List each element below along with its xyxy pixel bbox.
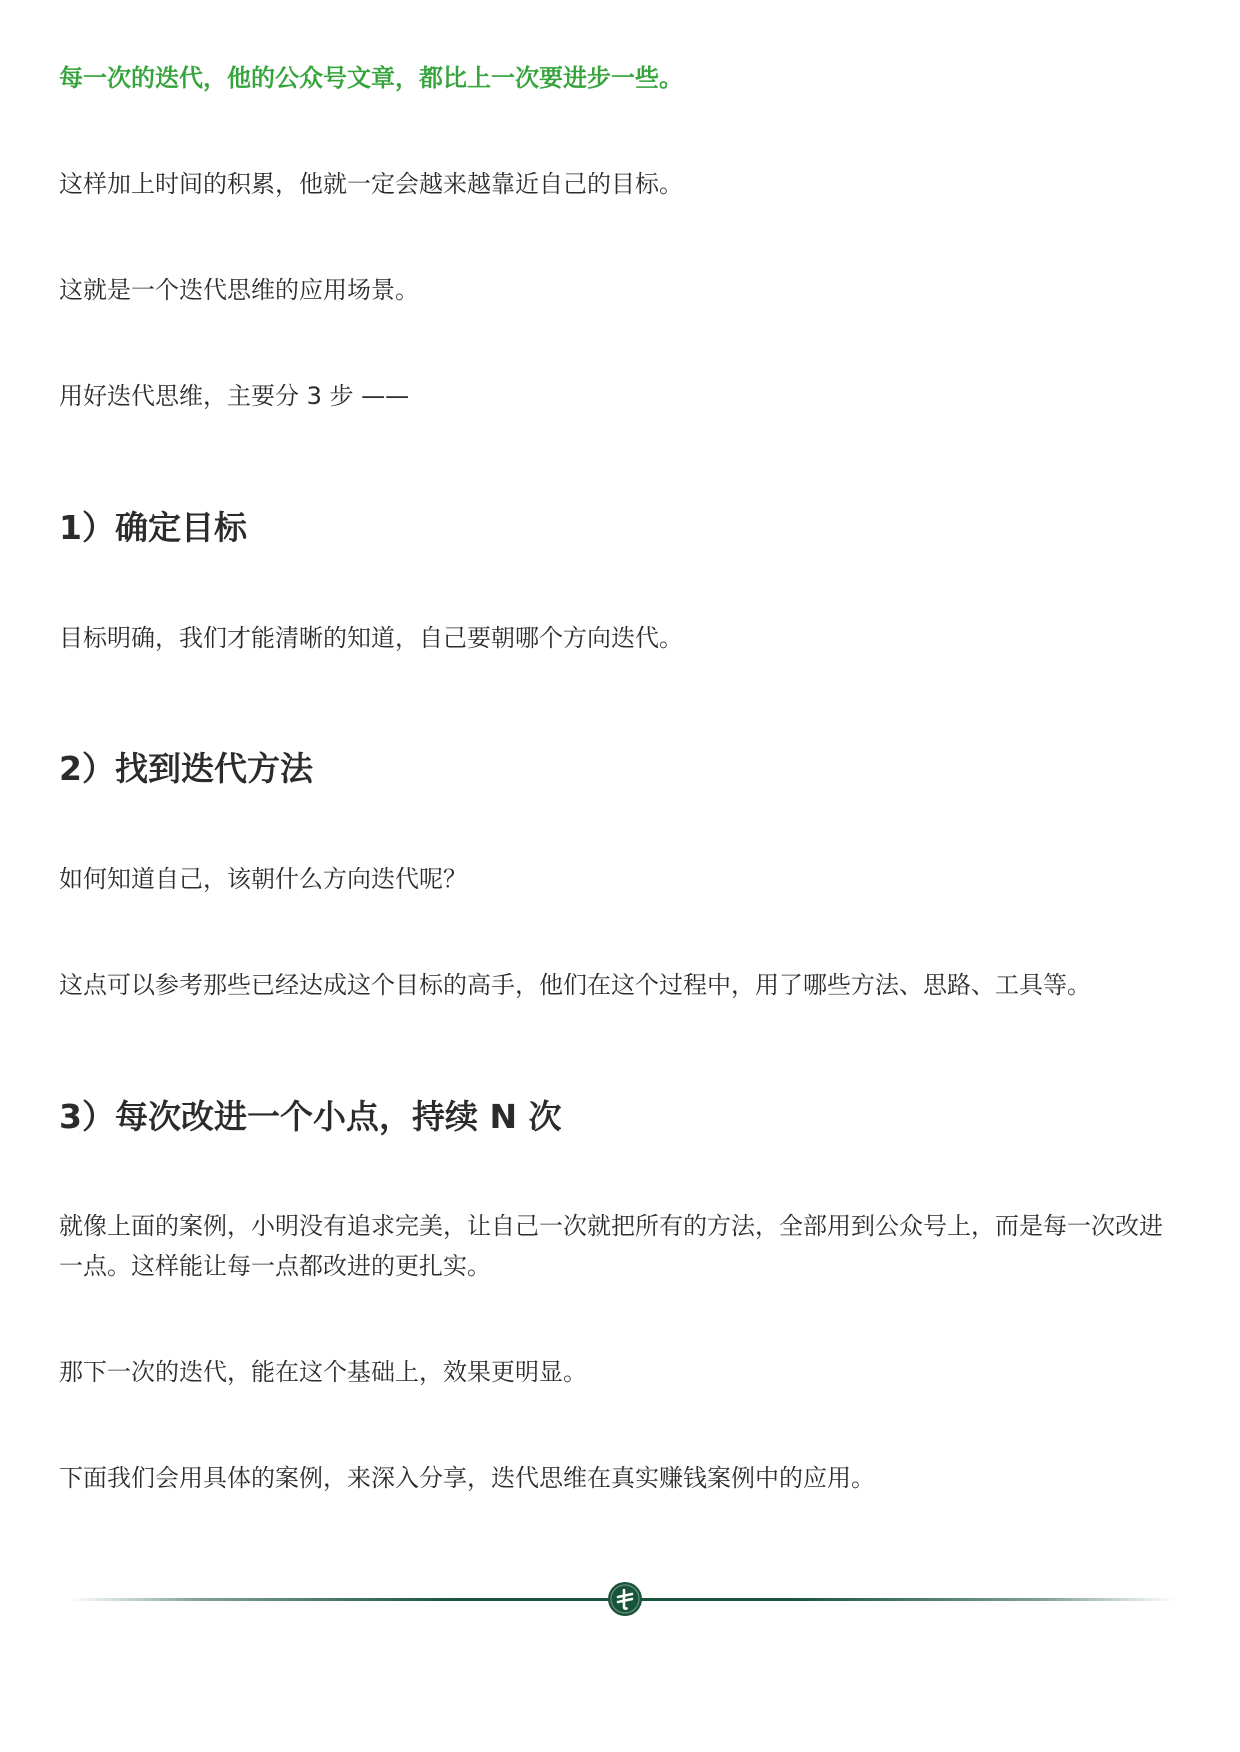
section-divider <box>68 1580 1176 1620</box>
paragraph: 就像上面的案例，小明没有追求完美，让自己一次就把所有的方法，全部用到公众号上，而是每一次改进一点。这样能让每一点都改进的更扎实。 <box>59 1212 1163 1280</box>
paragraph: 下面我们会用具体的案例，来深入分享，迭代思维在真实赚钱案例中的应用。 <box>59 1464 875 1492</box>
paragraph: 这点可以参考那些已经达成这个目标的高手，他们在这个过程中，用了哪些方法、思路、工具等。 <box>59 971 1091 999</box>
leaf-badge-icon <box>606 1580 644 1618</box>
section-heading-3: 3）每次改进一个小点，持续 N 次 <box>59 1097 562 1136</box>
section-heading-2: 2）找到迭代方法 <box>59 749 313 788</box>
paragraph: 用好迭代思维，主要分 3 步 —— <box>59 382 410 410</box>
paragraph: 如何知道自己，该朝什么方向迭代呢？ <box>59 865 467 893</box>
paragraph: 这就是一个迭代思维的应用场景。 <box>59 276 419 304</box>
paragraph: 这样加上时间的积累，他就一定会越来越靠近自己的目标。 <box>59 170 683 198</box>
paragraph: 目标明确，我们才能清晰的知道，自己要朝哪个方向迭代。 <box>59 624 683 652</box>
paragraph: 那下一次的迭代，能在这个基础上，效果更明显。 <box>59 1358 587 1386</box>
section-heading-1: 1）确定目标 <box>59 508 247 547</box>
highlight-paragraph: 每一次的迭代，他的公众号文章，都比上一次要进步一些。 <box>59 64 683 92</box>
